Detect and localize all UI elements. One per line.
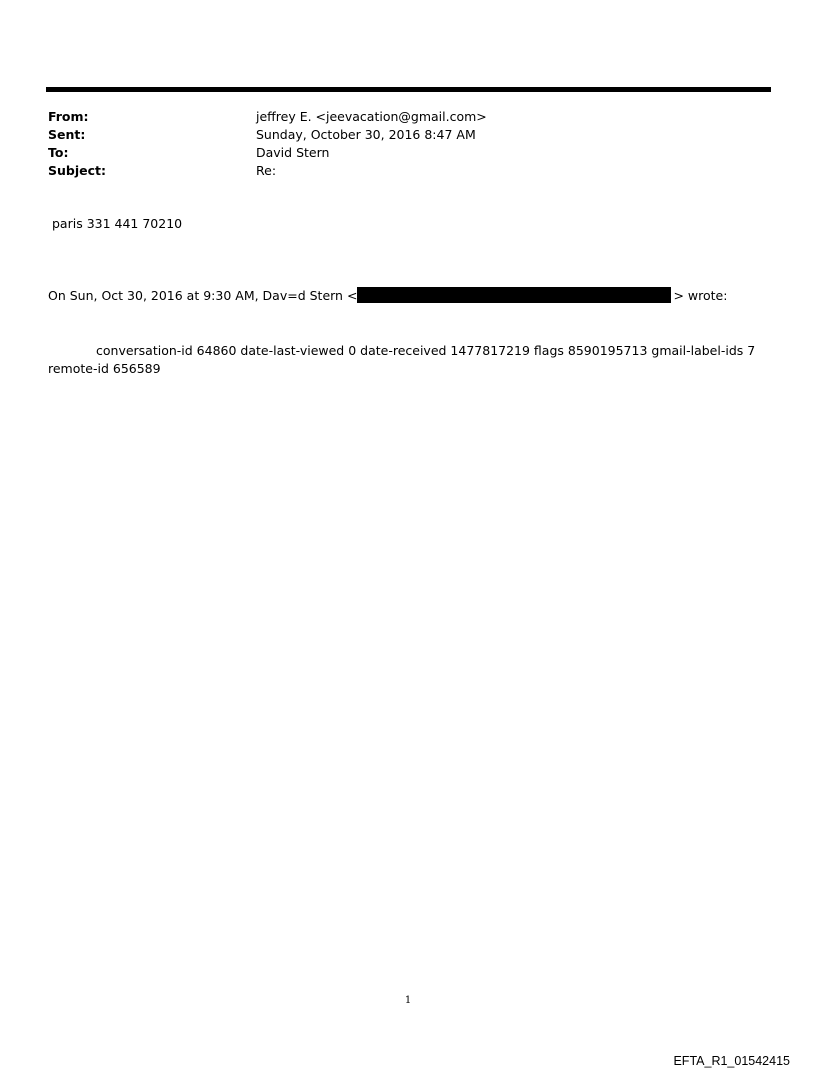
- page-number: 1: [404, 995, 412, 1006]
- header-divider: [46, 87, 771, 92]
- message-body: paris 331 441 70210: [52, 216, 183, 231]
- email-header: [48, 108, 748, 180]
- sent-label: Sent:: [48, 127, 86, 142]
- to-label: To:: [48, 145, 69, 160]
- quote-suffix: > wrote:: [673, 287, 728, 303]
- from-label: From:: [48, 109, 89, 124]
- document-id: EFTA_R1_01542415: [673, 1054, 790, 1068]
- subject-value: Re:: [256, 163, 277, 178]
- to-value: David Stern: [256, 145, 330, 160]
- quote-prefix: On Sun, Oct 30, 2016 at 9:30 AM, Dav=d Stern <: [48, 287, 358, 303]
- sent-row: [48, 126, 748, 144]
- from-row: [48, 108, 748, 126]
- quoted-message: [48, 342, 778, 378]
- quote-attribution: [48, 287, 727, 303]
- subject-row: [48, 162, 748, 180]
- from-value: jeffrey E. <jeevacation@gmail.com>: [256, 109, 487, 124]
- quoted-text: conversation-id 64860 date-last-viewed 0 date-received 1477817219 flags 8590195713 gmail-label-ids 7 remote-id 656589: [48, 343, 756, 376]
- to-row: [48, 144, 748, 162]
- subject-label: Subject:: [48, 163, 106, 178]
- redaction-block: [357, 287, 671, 303]
- sent-value: Sunday, October 30, 2016 8:47 AM: [256, 127, 476, 142]
